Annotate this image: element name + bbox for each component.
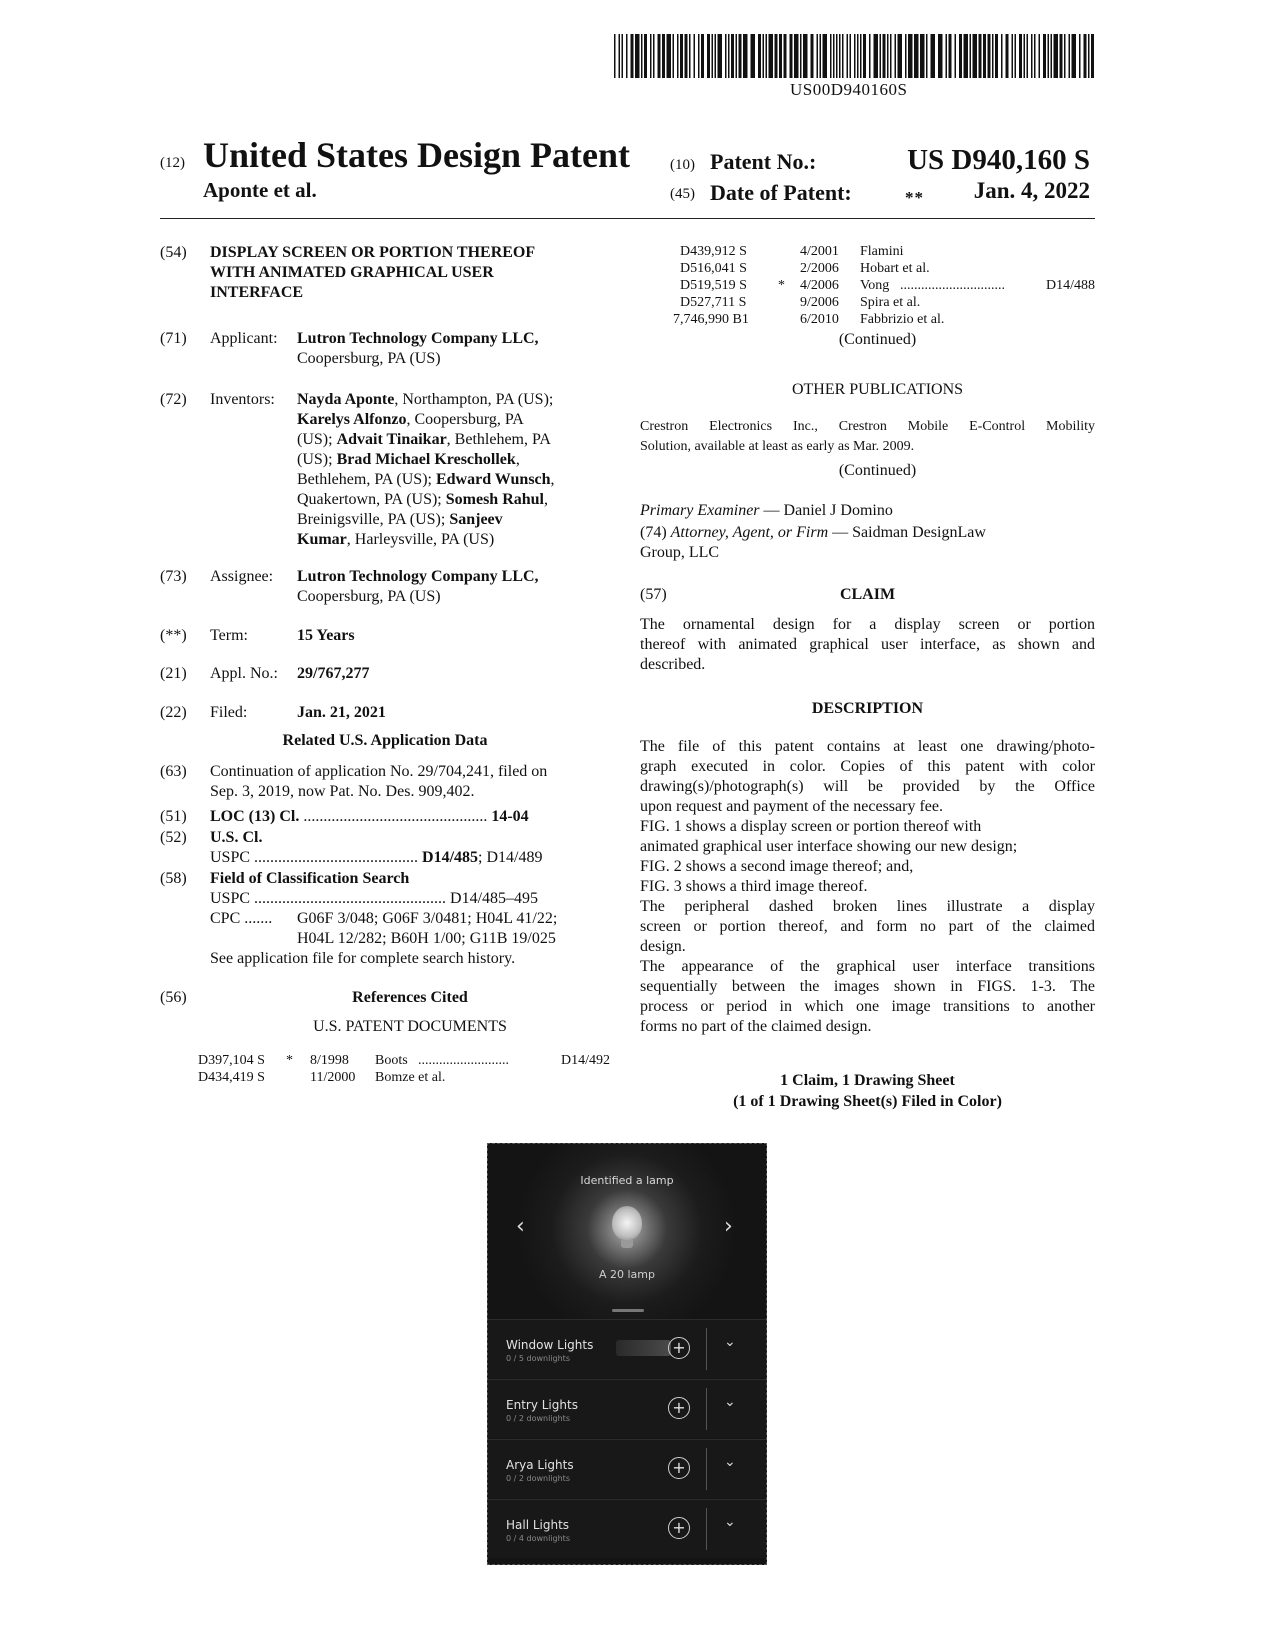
uspc-class xyxy=(210,848,610,868)
description-line: sequentially between the images shown in FIGS. 1-3. The xyxy=(640,978,1095,995)
row-subtitle: 0 / 2 downlights xyxy=(506,1414,570,1423)
barcode-bar xyxy=(860,34,862,78)
inventor-short: Aponte et al. xyxy=(203,178,317,202)
inventor-line: Breinigsville, PA (US); Sanjeev xyxy=(297,511,503,528)
date-of-patent-label: Date of Patent: xyxy=(710,180,852,205)
assignee-name: Lutron Technology Company LLC, xyxy=(297,568,539,585)
barcode-bar xyxy=(863,34,866,78)
list-item xyxy=(488,1379,766,1438)
applicant-name: Lutron Technology Company LLC, xyxy=(297,330,539,347)
references-cited-heading: References Cited xyxy=(352,989,468,1006)
continuation-line: Sep. 3, 2019, now Pat. No. Des. 909,402. xyxy=(210,783,475,800)
loc-dots: .............................................. xyxy=(303,808,488,825)
claim-line: described. xyxy=(640,656,706,673)
barcode-bar xyxy=(1027,34,1029,78)
barcode-bar xyxy=(763,34,765,78)
attorney xyxy=(640,523,986,543)
barcode-bar xyxy=(635,34,640,78)
inventor-line: Nayda Aponte, Northampton, PA (US); xyxy=(297,391,554,408)
chevron-down-icon: ⌄ xyxy=(724,1394,736,1410)
barcode-bar xyxy=(769,34,774,78)
inventor-line: Kumar, Harleysville, PA (US) xyxy=(297,531,495,548)
f54-code: (54) xyxy=(160,244,187,261)
barcode-bar xyxy=(1079,34,1081,78)
applicant-label: Applicant: xyxy=(210,330,278,347)
f72-code: (72) xyxy=(160,391,187,408)
assignee xyxy=(297,567,617,607)
title-line: DISPLAY SCREEN OR PORTION THEREOF xyxy=(210,244,536,261)
barcode-bar xyxy=(905,34,907,78)
barcode-bar xyxy=(854,34,856,78)
barcode-bar xyxy=(1024,34,1026,78)
barcode-bar xyxy=(833,34,835,78)
barcode-bar xyxy=(964,34,969,78)
list-item xyxy=(488,1319,766,1378)
f22-code: (22) xyxy=(160,704,187,721)
barcode-bar xyxy=(794,34,799,78)
f58-code: (58) xyxy=(160,870,187,887)
inventor-line: Bethlehem, PA (US); Edward Wunsch, xyxy=(297,471,555,488)
barcode-bar xyxy=(895,34,897,78)
barcode-bar xyxy=(779,34,782,78)
description-line: graph executed in color. Copies of this patent with color xyxy=(640,758,1095,775)
barcode-bar xyxy=(874,34,879,78)
row-subtitle: 0 / 2 downlights xyxy=(506,1474,570,1483)
description-line: The file of this patent contains at least one drawing/photo- xyxy=(640,738,1095,755)
search-cpc-line: G06F 3/048; G06F 3/0481; H04L 41/22; xyxy=(297,910,558,927)
date-of-patent: Jan. 4, 2022 xyxy=(973,178,1090,203)
description-line: FIG. 1 shows a display screen or portion thereof with xyxy=(640,818,982,835)
filed-label: Filed: xyxy=(210,704,248,721)
row-title: Hall Lights xyxy=(506,1518,570,1532)
chevron-left-icon: ‹ xyxy=(516,1214,525,1239)
examiner-label: Primary Examiner xyxy=(640,502,760,519)
description-line: process or period in which one image transitions to another xyxy=(640,998,1095,1015)
f52-code: (52) xyxy=(160,829,187,846)
barcode-bar xyxy=(857,34,859,78)
barcode-bar xyxy=(914,34,919,78)
lamp-base-icon xyxy=(621,1240,633,1248)
reference-row: D439,912 S 4/2001 Flamini xyxy=(680,244,904,259)
barcode-bar xyxy=(988,34,991,78)
f73-code: (73) xyxy=(160,568,187,585)
claim-heading: CLAIM xyxy=(839,586,896,603)
description-line: FIG. 3 shows a third image thereof. xyxy=(640,878,868,895)
loc-value: 14-04 xyxy=(491,808,529,825)
divider xyxy=(706,1448,707,1490)
claim-line: thereof with animated graphical user interface, as shown and xyxy=(640,636,1095,653)
description-line: The appearance of the graphical user interface transitions xyxy=(640,958,1095,975)
continuation-data xyxy=(210,762,610,802)
plus-icon: + xyxy=(668,1457,690,1479)
barcode-bar xyxy=(1054,34,1059,78)
barcode-bar xyxy=(790,34,793,78)
applicant-place: Coopersburg, PA (US) xyxy=(297,350,441,367)
design-figure xyxy=(487,1143,767,1565)
claims-summary: 1 Claim, 1 Drawing Sheet xyxy=(780,1072,955,1089)
claim-line: The ornamental design for a display screen or portion xyxy=(640,616,1095,633)
search-cpc-line: H04L 12/282; B60H 1/00; G11B 19/025 xyxy=(297,930,556,947)
description-line: drawing(s)/photograph(s) will be provided by the Office xyxy=(640,778,1095,795)
barcode-bar xyxy=(995,34,998,78)
inid-code-45: (45) xyxy=(670,186,695,202)
other-publications xyxy=(640,417,1095,457)
barcode-bar xyxy=(1015,34,1017,78)
title-of-design xyxy=(210,243,605,303)
row-title: Window Lights xyxy=(506,1338,594,1352)
barcode-bar xyxy=(1060,34,1063,78)
barcode-bar xyxy=(842,34,844,78)
barcode-bar xyxy=(926,34,928,78)
barcode-bar xyxy=(619,34,621,78)
reference-row: 7,746,990 B1 6/2010 Fabbrizio et al. xyxy=(673,312,945,327)
barcode-bar xyxy=(1064,34,1066,78)
barcode-bar xyxy=(839,34,841,78)
barcode-bar xyxy=(830,34,832,78)
f71-code: (71) xyxy=(160,330,187,347)
barcode-bar xyxy=(698,34,700,78)
title-line: WITH ANIMATED GRAPHICAL USER xyxy=(210,264,494,281)
barcode-bar xyxy=(1031,34,1033,78)
appl-no: 29/767,277 xyxy=(297,665,370,682)
barcode-bar xyxy=(650,34,652,78)
inventor-line: Karelys Alfonzo, Coopersburg, PA xyxy=(297,411,524,428)
barcode-bar xyxy=(662,34,665,78)
hero-subtitle: A 20 lamp xyxy=(598,1268,655,1281)
barcode-bar xyxy=(803,34,808,78)
barcode-bar xyxy=(1001,34,1003,78)
description-text xyxy=(640,737,1095,1037)
barcode-number: US00D940160S xyxy=(790,80,908,99)
continued-note: (Continued) xyxy=(838,331,917,348)
barcode-bar xyxy=(920,34,925,78)
plus-icon: + xyxy=(668,1517,690,1539)
divider xyxy=(706,1508,707,1550)
barcode-bar xyxy=(1006,34,1009,78)
reference-row: D434,419 S 11/2000 Bomze et al. xyxy=(198,1070,446,1085)
claim-code: (57) xyxy=(640,586,667,603)
barcode-bar xyxy=(820,34,822,78)
chevron-right-icon: › xyxy=(724,1214,733,1239)
loc-label: LOC (13) Cl. xyxy=(210,808,300,825)
barcode-bar xyxy=(1039,34,1041,78)
f51-code: (51) xyxy=(160,808,187,825)
assignee-label: Assignee: xyxy=(210,568,274,585)
date-marker: ** xyxy=(905,188,924,207)
inventor-line: Quakertown, PA (US); Somesh Rahul, xyxy=(297,491,548,508)
barcode-bar xyxy=(701,34,704,78)
loc-class xyxy=(210,807,610,827)
barcode-bar xyxy=(883,34,886,78)
row-subtitle: 0 / 5 downlights xyxy=(506,1354,570,1363)
barcode-bar xyxy=(1043,34,1046,78)
barcode-bar xyxy=(1051,34,1053,78)
header-divider xyxy=(160,218,1095,219)
inid-code-12: (12) xyxy=(160,155,185,171)
barcode-bar xyxy=(847,34,849,78)
plus-icon: + xyxy=(668,1397,690,1419)
brightness-bar xyxy=(616,1340,671,1356)
barcode-bar xyxy=(766,34,768,78)
f56-code: (56) xyxy=(160,989,187,1006)
barcode-bar xyxy=(673,34,675,78)
uspc-label: USPC xyxy=(210,849,251,866)
barcode-bar xyxy=(728,34,730,78)
barcode-bar xyxy=(800,34,802,78)
list-item xyxy=(488,1439,766,1498)
barcode-bar xyxy=(1084,34,1087,78)
barcode-bar xyxy=(725,34,727,78)
barcode-bar xyxy=(712,34,714,78)
barcode-bar xyxy=(658,34,661,78)
appl-no-label: Appl. No.: xyxy=(210,665,278,682)
barcode-bar xyxy=(731,34,734,78)
barcode-bar xyxy=(836,34,838,78)
barcode-bar xyxy=(1091,34,1094,78)
term-label: Term: xyxy=(210,627,248,644)
barcode-bar xyxy=(784,34,787,78)
barcode-bar xyxy=(739,34,742,78)
document-type-title: United States Design Patent xyxy=(203,135,630,175)
publication-line: Solution, available at least as early as Mar. 2009. xyxy=(640,439,915,454)
f21-code: (21) xyxy=(160,665,187,682)
barcode-bar xyxy=(973,34,978,78)
barcode-bar xyxy=(685,34,688,78)
list-item xyxy=(488,1499,766,1558)
barcode-bar xyxy=(959,34,962,78)
barcode-bar xyxy=(890,34,892,78)
barcode-bar xyxy=(908,34,913,78)
barcode-bar xyxy=(631,34,634,78)
patent-number-label: Patent No.: xyxy=(710,149,817,174)
barcode-bar xyxy=(823,34,828,78)
barcode-bar xyxy=(880,34,882,78)
row-title: Entry Lights xyxy=(506,1398,578,1412)
inventors-list xyxy=(297,390,617,550)
barcode-bar xyxy=(758,34,761,78)
barcode-bar xyxy=(979,34,982,78)
barcode-bar xyxy=(869,34,871,78)
barcode-bar xyxy=(751,34,756,78)
barcode-bar xyxy=(743,34,748,78)
barcode-bar xyxy=(1034,34,1036,78)
barcode-bar xyxy=(644,34,647,78)
barcode-bar xyxy=(680,34,683,78)
field-of-search-label: Field of Classification Search xyxy=(210,870,410,887)
filed-date: Jan. 21, 2021 xyxy=(297,704,386,721)
attorney-name-cont: Group, LLC xyxy=(640,544,720,561)
drawing-sheets-summary: (1 of 1 Drawing Sheet(s) Filed in Color) xyxy=(733,1093,1002,1110)
barcode-bar xyxy=(850,34,852,78)
barcode-bar xyxy=(946,34,948,78)
barcode-bar xyxy=(1072,34,1077,78)
uspc-value: D14/485 xyxy=(422,849,479,866)
description-line: design. xyxy=(640,938,686,955)
barcode-bar xyxy=(736,34,738,78)
barcode-bar xyxy=(614,34,616,78)
barcode-bar xyxy=(1019,34,1022,78)
barcode-bar xyxy=(689,34,691,78)
description-line: FIG. 2 shows a second image thereof; and, xyxy=(640,858,914,875)
reference-row: D516,041 S 2/2006 Hobart et al. xyxy=(680,261,930,276)
us-patent-documents-heading: U.S. PATENT DOCUMENTS xyxy=(313,1018,507,1035)
reference-row: D527,711 S 9/2006 Spira et al. xyxy=(680,295,921,310)
barcode-bar xyxy=(887,34,889,78)
barcode-bar xyxy=(707,34,710,78)
inventor-line: (US); Advait Tinaikar, Bethlehem, PA xyxy=(297,431,551,448)
hero-title: Identified a lamp xyxy=(580,1174,674,1187)
barcode-bar xyxy=(694,34,696,78)
barcode-bar xyxy=(983,34,986,78)
chevron-down-icon: ⌄ xyxy=(724,1514,736,1530)
title-line: INTERFACE xyxy=(210,284,304,301)
search-cpc-label: CPC ....... xyxy=(210,910,273,927)
description-line: forms no part of the claimed design. xyxy=(640,1018,872,1035)
f63-code: (63) xyxy=(160,763,187,780)
attorney-name: — Saidman DesignLaw xyxy=(828,524,986,541)
description-line: upon request and payment of the necessary fee. xyxy=(640,798,943,815)
barcode-bar xyxy=(811,34,814,78)
primary-examiner xyxy=(640,501,893,521)
barcode-bar xyxy=(641,34,643,78)
barcode-bar xyxy=(775,34,778,78)
drag-handle xyxy=(612,1309,644,1312)
description-line: The peripheral dashed broken lines illustrate a display xyxy=(640,898,1095,915)
uspc-dots: ......................................... xyxy=(254,849,419,866)
other-publications-heading: OTHER PUBLICATIONS xyxy=(791,381,964,398)
barcode-bar xyxy=(955,34,957,78)
examiner-name: — Daniel J Domino xyxy=(759,502,893,519)
attorney-label: Attorney, Agent, or Firm xyxy=(670,524,829,541)
row-title: Arya Lights xyxy=(506,1458,574,1472)
row-subtitle: 0 / 4 downlights xyxy=(506,1534,570,1543)
description-line: screen or portion thereof, and form no part of the claimed xyxy=(640,918,1095,935)
related-data-heading: Related U.S. Application Data xyxy=(282,732,488,749)
search-history-note: See application file for complete search history. xyxy=(210,950,516,967)
description-heading: DESCRIPTION xyxy=(811,700,924,717)
assignee-place: Coopersburg, PA (US) xyxy=(297,588,441,605)
barcode-bar xyxy=(626,34,628,78)
publication-line: Crestron Electronics Inc., Crestron Mobile E-Control Mobility xyxy=(640,419,1095,434)
divider xyxy=(706,1388,707,1430)
divider xyxy=(706,1328,707,1370)
chevron-down-icon: ⌄ xyxy=(724,1334,736,1350)
term-value: 15 Years xyxy=(297,627,355,644)
inventors-label: Inventors: xyxy=(210,391,275,408)
barcode-bar xyxy=(718,34,723,78)
barcode-bar xyxy=(992,34,994,78)
barcode-bar xyxy=(970,34,972,78)
barcode-bar xyxy=(1012,34,1014,78)
barcode-bar xyxy=(1088,34,1090,78)
barcode-bar xyxy=(1048,34,1050,78)
search-uspc: USPC ................................................ D14/485–495 xyxy=(210,890,539,907)
description-line: animated graphical user interface showing our new design; xyxy=(640,838,1018,855)
references-right xyxy=(660,243,1095,328)
barcode-bar xyxy=(898,34,903,78)
barcode-bar xyxy=(949,34,952,78)
references-left xyxy=(198,1052,610,1086)
inventor-line: (US); Brad Michael Kreschollek, xyxy=(297,451,520,468)
inid-code-10: (10) xyxy=(670,157,695,173)
lamp-bulb-icon xyxy=(612,1206,642,1240)
barcode-bar xyxy=(931,34,936,78)
barcode-bar xyxy=(1069,34,1071,78)
barcode-bar xyxy=(667,34,672,78)
reference-row: D519,519 S * 4/2006 Vong .............................. D14/488 xyxy=(680,278,1095,293)
continued-note: (Continued) xyxy=(838,462,917,479)
uspc-value-extra: ; D14/489 xyxy=(478,849,543,866)
barcode xyxy=(614,34,1096,78)
barcode-bar xyxy=(938,34,943,78)
continuation-line: Continuation of application No. 29/704,241, filed on xyxy=(210,763,548,780)
chevron-down-icon: ⌄ xyxy=(724,1454,736,1470)
us-cl-label: U.S. Cl. xyxy=(210,829,263,846)
claim-text xyxy=(640,615,1095,675)
reference-row: D397,104 S * 8/1998 Boots .......................... D14/492 xyxy=(198,1053,610,1068)
applicant xyxy=(297,329,617,369)
attorney-code: (74) xyxy=(640,524,667,541)
patent-number: US D940,160 S xyxy=(907,144,1090,176)
barcode-bar xyxy=(715,34,717,78)
term-code: (**) xyxy=(160,627,187,644)
barcode-bar xyxy=(622,34,624,78)
plus-icon: + xyxy=(668,1337,690,1359)
barcode-bar xyxy=(817,34,819,78)
barcode-bar xyxy=(677,34,679,78)
barcode-bar xyxy=(653,34,655,78)
